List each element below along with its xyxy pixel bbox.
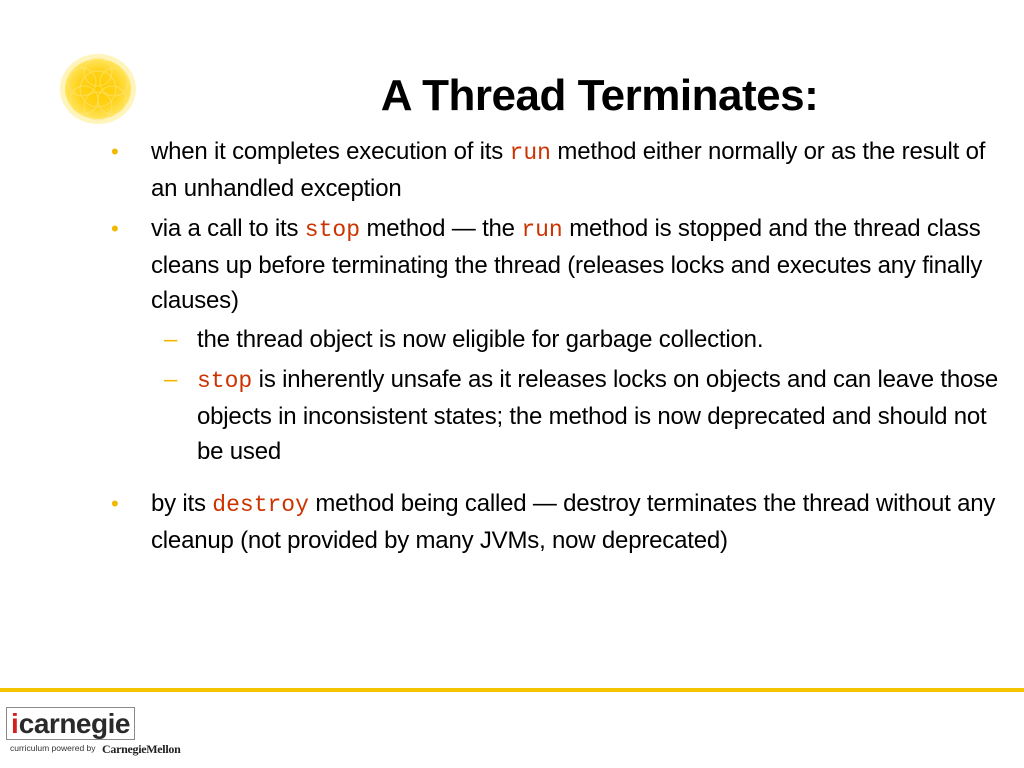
bullet-text: method being called — destroy terminates the thread without any cleanup (not provided by many JVMs, now deprecated) — [151, 490, 996, 554]
bullet-item — [108, 211, 1008, 318]
code-keyword: stop — [304, 217, 361, 243]
slide-body — [108, 134, 1008, 558]
sub-bullet-marker: – — [164, 366, 178, 393]
bullet-text: by its — [151, 490, 213, 517]
bullet-text: when it completes execution of its — [151, 138, 510, 165]
icarnegie-logo — [6, 707, 135, 740]
sub-bullet-item — [108, 322, 1008, 357]
bullet-text: method either normally or as the result of an unhandled exception — [151, 138, 986, 202]
bullet-text: method — the — [360, 215, 522, 242]
bullet-marker: • — [111, 139, 119, 164]
sub-bullet-text: the thread object is now eligible for garbage collection. — [197, 326, 764, 353]
bullet-item — [108, 486, 1008, 558]
code-keyword: stop — [197, 368, 253, 394]
sub-bullet-item — [108, 362, 1008, 469]
code-keyword: run — [521, 217, 563, 243]
footer-tagline: curriculum powered by — [10, 743, 96, 753]
footer-divider — [0, 688, 1024, 692]
bullet-text: via a call to its — [151, 215, 305, 242]
bullet-marker: • — [111, 491, 119, 516]
sub-bullet-text: is inherently unsafe as it releases locks on objects and can leave those objects in inconsistent states; the method is now deprecated and should not be used — [197, 366, 999, 465]
bullet-text: method is stopped and the thread class cleans up before terminating the thread (releases locks and executes any finally clauses) — [151, 215, 983, 314]
sub-bullet-marker: – — [164, 326, 178, 353]
bullet-marker: • — [111, 216, 119, 241]
logo-i: i — [11, 707, 19, 739]
carnegie-mellon-wordmark: CarnegieMellon — [102, 742, 181, 756]
logo-text: carnegie — [18, 707, 130, 739]
slide-title: A Thread Terminates: — [380, 71, 819, 120]
code-keyword: destroy — [212, 492, 309, 518]
bullet-item — [108, 134, 1008, 206]
code-keyword: run — [509, 140, 551, 166]
